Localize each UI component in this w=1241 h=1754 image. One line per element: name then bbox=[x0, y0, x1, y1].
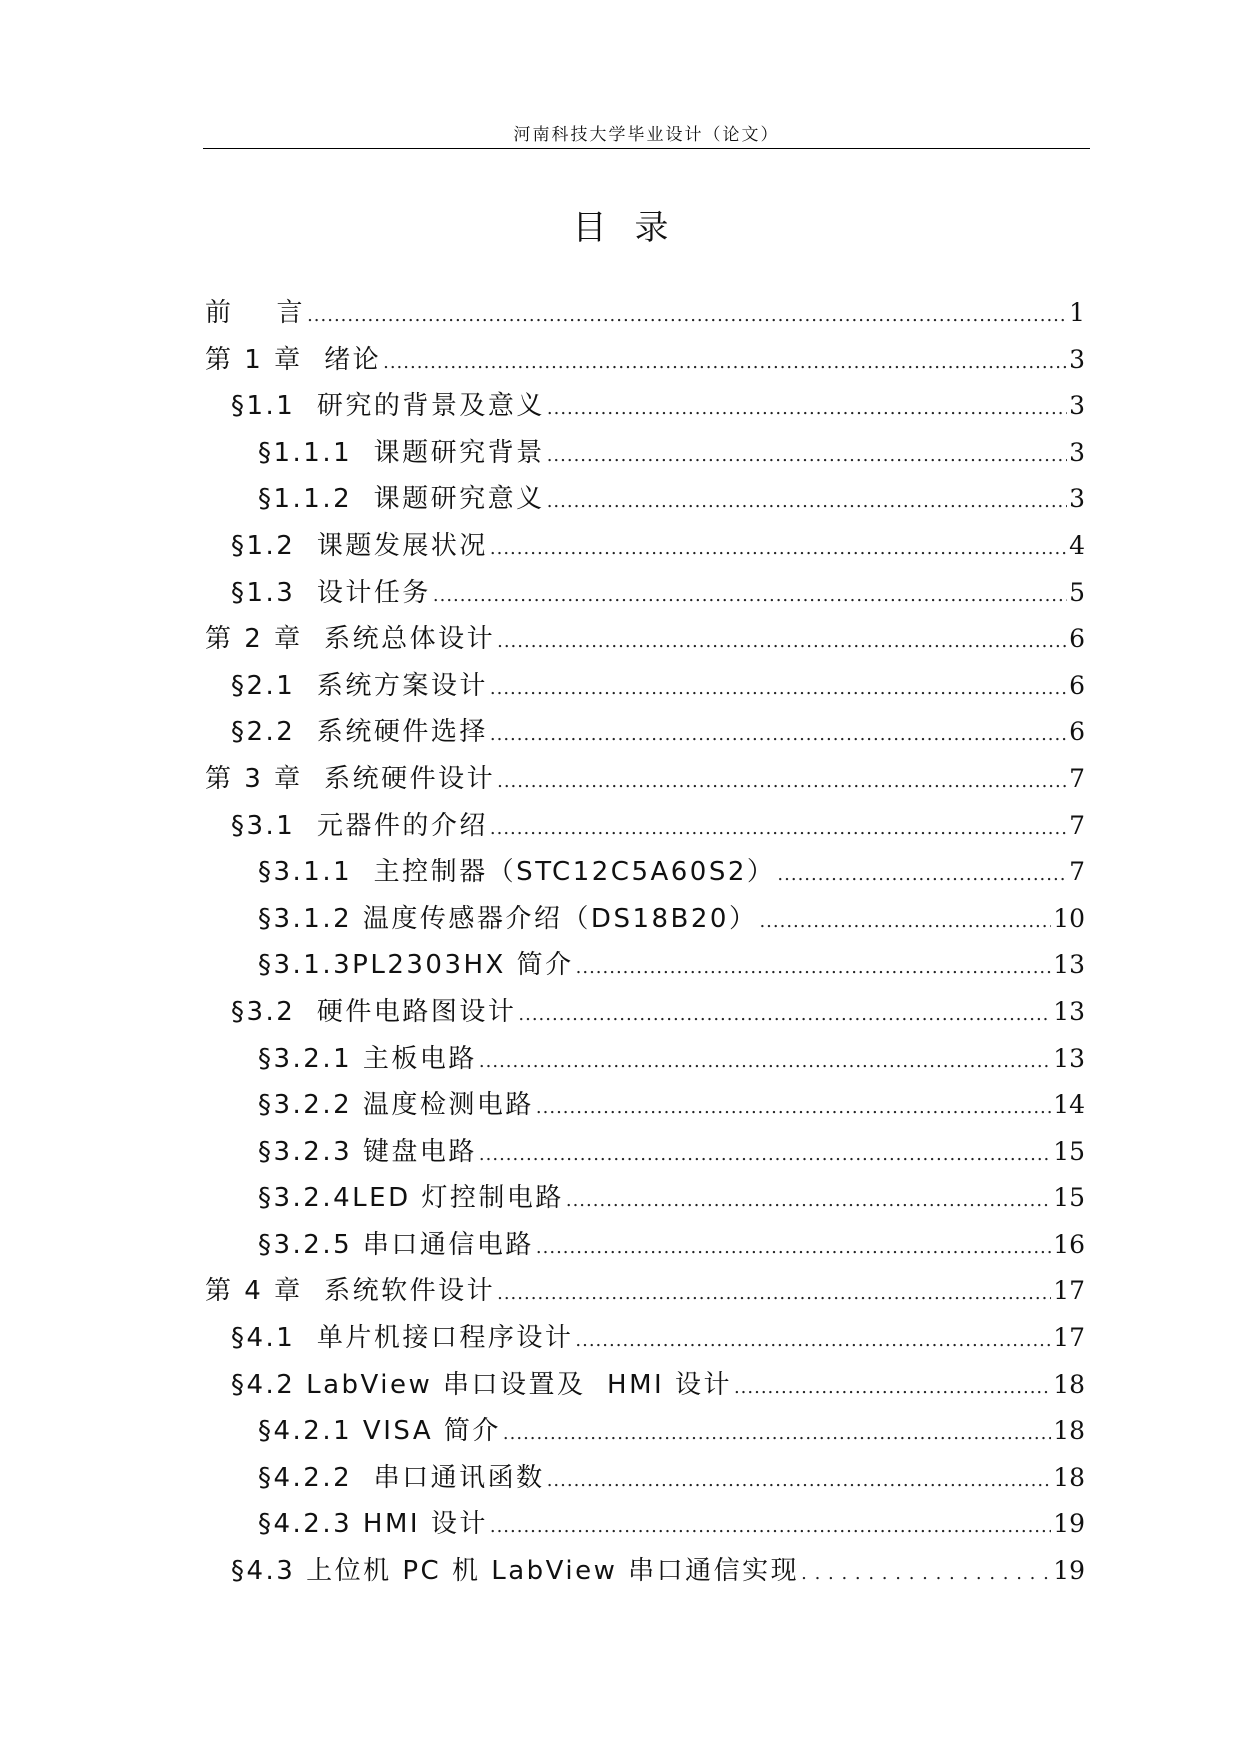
toc-entry-label: §4.2 LabView 串口设置及 HMI 设计 bbox=[231, 1369, 732, 1400]
toc-entry[interactable] bbox=[205, 1455, 1085, 1502]
toc-entry-label: §4.1 单片机接口程序设计 bbox=[231, 1323, 574, 1354]
toc-entry-page-number: 7 bbox=[1069, 763, 1085, 793]
toc-entry-page-number: 13 bbox=[1053, 1043, 1085, 1073]
toc-entry-page-number: 18 bbox=[1053, 1462, 1085, 1492]
toc-entry[interactable] bbox=[205, 1175, 1085, 1222]
toc-entry[interactable] bbox=[205, 383, 1085, 430]
toc-leader-dots bbox=[497, 1271, 1051, 1318]
toc-entry-label: §3.1.3PL2303HX 简介 bbox=[258, 950, 574, 981]
toc-entry[interactable] bbox=[205, 1268, 1085, 1315]
toc-entry-label: §4.3 上位机 PC 机 LabView 串口通信实现 bbox=[231, 1556, 800, 1587]
toc-entry-page-number: 1 bbox=[1069, 298, 1085, 327]
toc-entry-page-number: 15 bbox=[1053, 1136, 1085, 1166]
toc-leader-dots bbox=[433, 573, 1067, 620]
toc-entry-page-number: 7 bbox=[1069, 857, 1085, 887]
toc-entry[interactable] bbox=[205, 1315, 1085, 1362]
toc-entry-label: §1.1.1 课题研究背景 bbox=[258, 437, 545, 468]
toc-entry-label: §1.2 课题发展状况 bbox=[231, 530, 488, 561]
toc-entry-page-number: 17 bbox=[1053, 1276, 1085, 1306]
toc-leader-dots bbox=[490, 712, 1067, 759]
toc-leader-dots bbox=[566, 1178, 1051, 1225]
toc-entry[interactable] bbox=[205, 1222, 1085, 1269]
toc-entry-label: §3.1.1 主控制器（STC12C5A60S2） bbox=[258, 857, 776, 888]
toc-entry-label: 第 3 章 系统硬件设计 bbox=[205, 763, 496, 794]
toc-entry[interactable] bbox=[205, 1036, 1085, 1083]
toc-entry-page-number: 18 bbox=[1053, 1369, 1085, 1399]
toc-entry-label: §2.1 系统方案设计 bbox=[231, 670, 488, 701]
toc-entry-page-number: 3 bbox=[1069, 391, 1085, 421]
toc-entry-page-number: 14 bbox=[1053, 1090, 1085, 1120]
toc-entry-label: §1.1.2 课题研究意义 bbox=[258, 484, 545, 515]
toc-entry-label: 第 4 章 系统软件设计 bbox=[205, 1276, 496, 1307]
toc-entry[interactable] bbox=[205, 523, 1085, 570]
toc-entry[interactable] bbox=[205, 1129, 1085, 1176]
toc-entry-page-number: 19 bbox=[1053, 1556, 1085, 1586]
running-header: 河南科技大学毕业设计（论文） bbox=[513, 125, 780, 145]
toc-leader-dots bbox=[801, 1551, 1051, 1598]
toc-entry-page-number: 13 bbox=[1053, 950, 1085, 980]
toc-leader-dots bbox=[490, 1504, 1051, 1551]
toc-leader-dots bbox=[490, 666, 1067, 713]
toc-entry-page-number: 6 bbox=[1069, 717, 1085, 747]
toc-entry-page-number: 16 bbox=[1053, 1229, 1085, 1259]
toc-leader-dots bbox=[518, 992, 1051, 1039]
table-of-contents bbox=[205, 290, 1085, 1595]
toc-entry-label: §3.2.5 串口通信电路 bbox=[258, 1229, 534, 1260]
toc-entry-page-number: 4 bbox=[1069, 530, 1085, 560]
toc-entry-label: §4.2.1 VISA 简介 bbox=[258, 1416, 501, 1447]
toc-entry[interactable] bbox=[205, 1082, 1085, 1129]
page-title: 目录 bbox=[572, 208, 697, 248]
toc-entry[interactable] bbox=[205, 1548, 1085, 1595]
toc-entry[interactable] bbox=[205, 896, 1085, 943]
toc-entry-label: 第 2 章 系统总体设计 bbox=[205, 624, 496, 655]
toc-leader-dots bbox=[777, 852, 1067, 899]
toc-leader-dots bbox=[576, 945, 1052, 992]
toc-leader-dots bbox=[383, 340, 1067, 387]
toc-entry-label: §4.2.3 HMI 设计 bbox=[258, 1509, 488, 1540]
toc-entry-label: §1.3 设计任务 bbox=[231, 577, 431, 608]
toc-entry[interactable] bbox=[205, 337, 1085, 384]
toc-leader-dots bbox=[479, 1039, 1051, 1086]
toc-leader-dots bbox=[575, 1318, 1051, 1365]
toc-entry[interactable] bbox=[205, 989, 1085, 1036]
toc-entry[interactable] bbox=[205, 616, 1085, 663]
toc-leader-dots bbox=[497, 619, 1067, 666]
toc-leader-dots bbox=[536, 1225, 1051, 1272]
toc-leader-dots bbox=[479, 1132, 1051, 1179]
toc-entry-label: §2.2 系统硬件选择 bbox=[231, 717, 488, 748]
toc-entry-label: §3.2.4LED 灯控制电路 bbox=[258, 1183, 564, 1214]
toc-leader-dots bbox=[759, 899, 1051, 946]
toc-entry[interactable] bbox=[205, 476, 1085, 523]
toc-entry-page-number: 3 bbox=[1069, 484, 1085, 514]
toc-entry-page-number: 18 bbox=[1053, 1416, 1085, 1446]
toc-leader-dots bbox=[547, 433, 1067, 480]
toc-entry-label: §3.2.1 主板电路 bbox=[258, 1043, 477, 1074]
toc-leader-dots bbox=[547, 1458, 1052, 1505]
toc-leader-dots bbox=[547, 479, 1067, 526]
toc-leader-dots bbox=[490, 526, 1067, 573]
toc-leader-dots bbox=[536, 1085, 1051, 1132]
toc-entry-page-number: 5 bbox=[1069, 577, 1085, 607]
toc-leader-dots bbox=[547, 386, 1067, 433]
toc-entry[interactable] bbox=[205, 942, 1085, 989]
toc-entry[interactable] bbox=[205, 1501, 1085, 1548]
toc-entry[interactable] bbox=[205, 663, 1085, 710]
toc-entry-label: §3.2 硬件电路图设计 bbox=[231, 996, 517, 1027]
toc-entry-label: §1.1 研究的背景及意义 bbox=[231, 391, 545, 422]
toc-entry-label: §3.1 元器件的介绍 bbox=[231, 810, 488, 841]
header-divider bbox=[203, 148, 1090, 149]
toc-leader-dots bbox=[497, 759, 1067, 806]
toc-entry[interactable] bbox=[205, 1408, 1085, 1455]
toc-entry-page-number: 15 bbox=[1053, 1183, 1085, 1213]
toc-entry-page-number: 10 bbox=[1053, 903, 1085, 933]
toc-leader-dots bbox=[734, 1365, 1051, 1412]
toc-leader-dots bbox=[503, 1411, 1051, 1458]
toc-entry-page-number: 17 bbox=[1053, 1323, 1085, 1353]
toc-entry[interactable] bbox=[205, 803, 1085, 850]
toc-leader-dots bbox=[490, 806, 1067, 853]
toc-entry[interactable] bbox=[205, 709, 1085, 756]
toc-entry[interactable] bbox=[205, 290, 1085, 337]
toc-entry-label: §3.2.2 温度检测电路 bbox=[258, 1090, 534, 1121]
toc-entry[interactable] bbox=[205, 570, 1085, 617]
toc-entry-page-number: 6 bbox=[1069, 670, 1085, 700]
toc-entry-page-number: 3 bbox=[1069, 344, 1085, 374]
toc-entry-page-number: 7 bbox=[1069, 810, 1085, 840]
toc-entry[interactable] bbox=[205, 1362, 1085, 1409]
toc-entry[interactable] bbox=[205, 849, 1085, 896]
toc-entry-label: 第 1 章 绪论 bbox=[205, 344, 382, 375]
toc-entry-label: §3.2.3 键盘电路 bbox=[258, 1136, 477, 1167]
toc-leader-dots bbox=[307, 293, 1067, 340]
toc-entry[interactable] bbox=[205, 756, 1085, 803]
toc-entry-page-number: 19 bbox=[1053, 1509, 1085, 1539]
toc-entry-page-number: 13 bbox=[1053, 996, 1085, 1026]
toc-entry[interactable] bbox=[205, 430, 1085, 477]
toc-entry-label: 前 言 bbox=[205, 298, 306, 328]
toc-entry-label: §4.2.2 串口通讯函数 bbox=[258, 1462, 545, 1493]
toc-entry-label: §3.1.2 温度传感器介绍（DS18B20） bbox=[258, 903, 758, 934]
toc-entry-page-number: 6 bbox=[1069, 624, 1085, 654]
toc-entry-page-number: 3 bbox=[1069, 437, 1085, 467]
